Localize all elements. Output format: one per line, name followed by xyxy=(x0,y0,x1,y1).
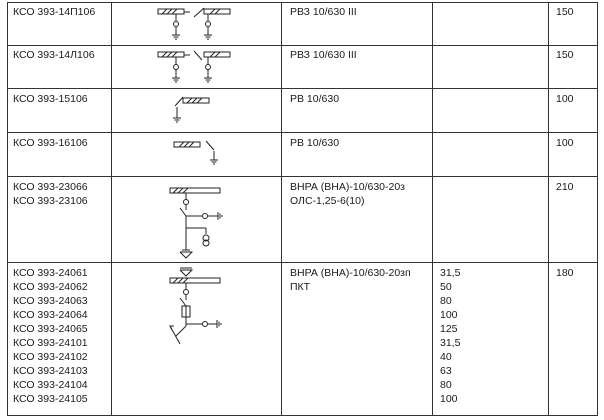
cell-codes xyxy=(13,180,88,208)
row-divider xyxy=(7,132,598,133)
cell-code: КСО 393-23066 xyxy=(13,181,88,193)
cell-value: 80 xyxy=(440,295,452,307)
cell-device: ВНРА (ВНА)-10/630-20з xyxy=(290,181,405,193)
cell-value: 125 xyxy=(440,323,458,335)
cell-code: КСО 393-15106 xyxy=(13,93,88,105)
row-divider xyxy=(7,45,598,46)
row-divider xyxy=(7,88,598,89)
row-divider xyxy=(7,2,598,3)
cell-value: 31,5 xyxy=(440,267,461,279)
cell-codes xyxy=(13,266,88,406)
cell-device: ВНРА (ВНА)-10/630-20зп xyxy=(290,267,411,279)
schematic-load-switch-transformer xyxy=(160,180,240,262)
cell-device: РВ 10/630 xyxy=(290,93,340,105)
cell-devices xyxy=(290,266,411,294)
cell-code: КСО 393-23106 xyxy=(13,195,88,207)
cell-value: 50 xyxy=(440,281,452,293)
row-divider xyxy=(7,415,598,416)
row-divider xyxy=(7,262,598,263)
cell-value: 100 xyxy=(440,309,458,321)
cell-total: 100 xyxy=(556,93,574,105)
cell-value: 40 xyxy=(440,351,452,363)
schematic-disconnector-left xyxy=(165,92,225,130)
cell-code: КСО 393-24104 xyxy=(13,379,88,391)
cell-total: 150 xyxy=(556,6,574,18)
cell-code: КСО 393-24102 xyxy=(13,351,88,363)
cell-device: РВЗ 10/630 III xyxy=(290,6,357,18)
cell-code: КСО 393-24101 xyxy=(13,337,88,349)
cell-device: РВЗ 10/630 III xyxy=(290,49,357,61)
cell-code: КСО 393-14П106 xyxy=(13,6,96,18)
schematic-double-disconnector xyxy=(150,4,240,44)
column-divider xyxy=(111,2,112,416)
cell-devices xyxy=(290,180,405,208)
cell-code: КСО 393-14Л106 xyxy=(13,49,95,61)
column-divider xyxy=(432,2,433,416)
cell-value: 100 xyxy=(440,393,458,405)
cell-total: 180 xyxy=(556,267,574,279)
cell-code: КСО 393-24105 xyxy=(13,393,88,405)
column-divider xyxy=(281,2,282,416)
cell-code: КСО 393-24064 xyxy=(13,309,88,321)
schematic-double-disconnector xyxy=(150,47,240,87)
cell-value: 63 xyxy=(440,365,452,377)
cell-code: КСО 393-16106 xyxy=(13,137,88,149)
cell-code: КСО 393-24063 xyxy=(13,295,88,307)
column-divider xyxy=(548,2,549,416)
cell-values xyxy=(440,266,460,406)
cell-code: КСО 393-24062 xyxy=(13,281,88,293)
row-divider xyxy=(7,176,598,177)
schematic-disconnector-right xyxy=(170,136,230,174)
cell-code: КСО 393-24065 xyxy=(13,323,88,335)
cell-code: КСО 393-24061 xyxy=(13,267,88,279)
cell-device: ОЛС-1,25-6(10) xyxy=(290,195,365,207)
column-divider xyxy=(7,2,8,416)
cell-total: 100 xyxy=(556,137,574,149)
cell-total: 150 xyxy=(556,49,574,61)
cell-device: РВ 10/630 xyxy=(290,137,340,149)
cell-code: КСО 393-24103 xyxy=(13,365,88,377)
column-divider xyxy=(597,2,598,416)
cell-total: 210 xyxy=(556,181,574,193)
schematic-load-switch-fuse xyxy=(160,266,240,346)
cell-value: 80 xyxy=(440,379,452,391)
cell-value: 31,5 xyxy=(440,337,461,349)
cell-device: ПКТ xyxy=(290,281,311,293)
